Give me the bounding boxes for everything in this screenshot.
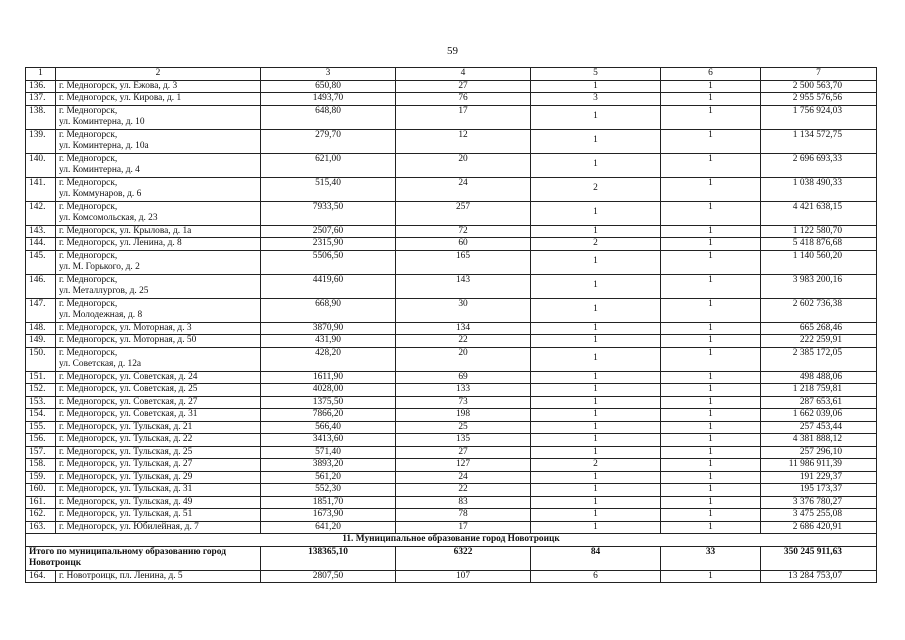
address-line: г. Медногорск, <box>59 153 118 164</box>
col5-cell: 2 <box>531 459 661 472</box>
address-line: г. Медногорск, <box>59 105 118 116</box>
address-line: г. Медногорск, ул. Тульская, д. 49 <box>59 496 193 507</box>
address-line: ул. Коминтерна, д. 4 <box>59 165 140 175</box>
col5-cell: 1 <box>531 129 661 153</box>
cost-cell: 1 038 490,33 <box>761 177 877 201</box>
table-row <box>26 434 877 447</box>
col6-cell: 1 <box>661 484 761 497</box>
table-row <box>26 335 877 348</box>
col5-cell: 2 <box>531 177 661 201</box>
row-number: 163. <box>26 521 56 534</box>
address-line: г. Медногорск, ул. Тульская, д. 51 <box>59 509 193 519</box>
area-cell: 7933,50 <box>261 201 396 225</box>
cost-cell: 13 284 753,07 <box>761 570 877 583</box>
address-line: г. Медногорск, <box>59 177 118 188</box>
row-number: 140. <box>26 153 56 177</box>
cost-cell: 11 986 911,39 <box>761 459 877 472</box>
area-cell: 552,30 <box>261 484 396 497</box>
address-line: г. Медногорск, ул. Юбилейная, д. 7 <box>59 521 199 532</box>
table-row <box>26 298 877 322</box>
row-number: 158. <box>26 459 56 472</box>
area-cell: 1611,90 <box>261 371 396 384</box>
col6-cell: 1 <box>661 496 761 509</box>
address-cell <box>56 201 261 225</box>
table-row <box>26 521 877 534</box>
col5-cell: 1 <box>531 484 661 497</box>
row-number: 153. <box>26 396 56 409</box>
col5-cell: 6 <box>531 570 661 583</box>
count-cell: 60 <box>396 238 531 251</box>
count-cell: 27 <box>396 446 531 459</box>
address-cell <box>56 347 261 371</box>
cost-cell: 287 653,61 <box>761 396 877 409</box>
col5-cell: 1 <box>531 384 661 397</box>
row-number: 139. <box>26 129 56 153</box>
count-cell: 107 <box>396 570 531 583</box>
header-cell: 7 <box>761 68 877 81</box>
address-line: г. Медногорск, ул. Кирова, д. 1 <box>59 93 182 103</box>
address-line: г. Медногорск, ул. Ежова, д. 3 <box>59 80 178 91</box>
address-cell <box>56 371 261 384</box>
address-cell <box>56 153 261 177</box>
row-number: 147. <box>26 298 56 322</box>
row-number: 148. <box>26 322 56 335</box>
row-number: 156. <box>26 434 56 447</box>
area-cell: 4419,60 <box>261 274 396 298</box>
table-row <box>26 471 877 484</box>
address-cell <box>56 238 261 251</box>
col5-cell: 2 <box>531 238 661 251</box>
table-row <box>26 105 877 129</box>
col5-cell: 1 <box>531 298 661 322</box>
address-cell <box>56 93 261 106</box>
row-number: 138. <box>26 105 56 129</box>
address-cell <box>56 322 261 335</box>
address-cell <box>56 335 261 348</box>
address-cell <box>56 129 261 153</box>
col5-cell: 1 <box>531 153 661 177</box>
area-cell: 1375,50 <box>261 396 396 409</box>
count-cell: 69 <box>396 371 531 384</box>
cost-cell: 1 218 759,81 <box>761 384 877 397</box>
col6-cell: 1 <box>661 129 761 153</box>
row-number: 157. <box>26 446 56 459</box>
address-line: г. Медногорск, <box>59 298 118 309</box>
total-col5: 84 <box>531 546 661 570</box>
col6-cell: 1 <box>661 446 761 459</box>
address-line: ул. М. Горького, д. 2 <box>59 262 140 272</box>
area-cell: 3413,60 <box>261 434 396 447</box>
col6-cell: 1 <box>661 396 761 409</box>
col5-cell: 1 <box>531 105 661 129</box>
col6-cell: 1 <box>661 371 761 384</box>
count-cell: 78 <box>396 509 531 522</box>
area-cell: 571,40 <box>261 446 396 459</box>
address-line: г. Медногорск, ул. Советская, д. 27 <box>59 396 198 407</box>
address-cell <box>56 471 261 484</box>
header-cell: 2 <box>56 68 261 81</box>
col5-cell: 1 <box>531 521 661 534</box>
cost-cell: 2 696 693,33 <box>761 153 877 177</box>
address-line: г. Медногорск, ул. Тульская, д. 22 <box>59 434 193 444</box>
area-cell: 668,90 <box>261 298 396 322</box>
area-cell: 1493,70 <box>261 93 396 106</box>
col5-cell: 1 <box>531 335 661 348</box>
table-row <box>26 250 877 274</box>
registry-table <box>25 67 877 583</box>
cost-cell: 3 475 255,08 <box>761 509 877 522</box>
col6-cell: 1 <box>661 471 761 484</box>
count-cell: 25 <box>396 421 531 434</box>
col5-cell: 1 <box>531 347 661 371</box>
area-cell: 641,20 <box>261 521 396 534</box>
header-cell: 5 <box>531 68 661 81</box>
section-row <box>26 534 877 547</box>
area-cell: 650,80 <box>261 80 396 93</box>
table-row <box>26 177 877 201</box>
area-cell: 428,20 <box>261 347 396 371</box>
col5-cell: 1 <box>531 274 661 298</box>
address-line: г. Медногорск, ул. Тульская, д. 25 <box>59 446 193 457</box>
address-line: г. Медногорск, ул. Советская, д. 31 <box>59 409 198 419</box>
count-cell: 83 <box>396 496 531 509</box>
count-cell: 22 <box>396 335 531 348</box>
cost-cell: 1 140 560,20 <box>761 250 877 274</box>
cost-cell: 1 662 039,06 <box>761 409 877 422</box>
cost-cell: 191 229,37 <box>761 471 877 484</box>
count-cell: 143 <box>396 274 531 298</box>
col6-cell: 1 <box>661 80 761 93</box>
total-count: 6322 <box>396 546 531 570</box>
table-row <box>26 347 877 371</box>
count-cell: 17 <box>396 105 531 129</box>
table-row <box>26 570 877 583</box>
col6-cell: 1 <box>661 335 761 348</box>
row-number: 144. <box>26 238 56 251</box>
row-number: 151. <box>26 371 56 384</box>
area-cell: 561,20 <box>261 471 396 484</box>
col6-cell: 1 <box>661 459 761 472</box>
col6-cell: 1 <box>661 225 761 238</box>
cost-cell: 4 421 638,15 <box>761 201 877 225</box>
cost-cell: 257 453,44 <box>761 421 877 434</box>
col6-cell: 1 <box>661 322 761 335</box>
cost-cell: 4 381 888,12 <box>761 434 877 447</box>
col6-cell: 1 <box>661 434 761 447</box>
total-row <box>26 546 877 570</box>
area-cell: 5506,50 <box>261 250 396 274</box>
total-label: Итого по муниципальному образованию город Новотроицк <box>26 546 261 570</box>
col5-cell: 3 <box>531 93 661 106</box>
row-number: 141. <box>26 177 56 201</box>
row-number: 136. <box>26 80 56 93</box>
col6-cell: 1 <box>661 238 761 251</box>
address-line: г. Медногорск, <box>59 129 118 140</box>
address-cell <box>56 434 261 447</box>
area-cell: 2807,50 <box>261 570 396 583</box>
table-row <box>26 238 877 251</box>
table-row <box>26 129 877 153</box>
address-line: г. Медногорск, ул. Моторная, д. 50 <box>59 335 197 345</box>
area-cell: 3893,20 <box>261 459 396 472</box>
row-number: 149. <box>26 335 56 348</box>
address-cell <box>56 225 261 238</box>
address-cell <box>56 496 261 509</box>
address-line: ул. Советская, д. 12а <box>59 359 142 369</box>
table-row <box>26 384 877 397</box>
address-cell <box>56 509 261 522</box>
table-header-row <box>26 68 877 81</box>
col6-cell: 1 <box>661 153 761 177</box>
area-cell: 621,00 <box>261 153 396 177</box>
address-cell <box>56 446 261 459</box>
col6-cell: 1 <box>661 409 761 422</box>
count-cell: 72 <box>396 225 531 238</box>
col5-cell: 1 <box>531 446 661 459</box>
table-row <box>26 201 877 225</box>
address-cell <box>56 80 261 93</box>
area-cell: 4028,00 <box>261 384 396 397</box>
row-number: 155. <box>26 421 56 434</box>
cost-cell: 498 488,06 <box>761 371 877 384</box>
cost-cell: 1 122 580,70 <box>761 225 877 238</box>
address-cell <box>56 298 261 322</box>
row-number: 162. <box>26 509 56 522</box>
cost-cell: 222 259,91 <box>761 335 877 348</box>
total-area: 138365,10 <box>261 546 396 570</box>
count-cell: 17 <box>396 521 531 534</box>
count-cell: 76 <box>396 93 531 106</box>
address-line: ул. Коминтерна, д. 10а <box>59 141 149 151</box>
address-line: г. Медногорск, <box>59 347 118 358</box>
table-row <box>26 484 877 497</box>
cost-cell: 2 385 172,05 <box>761 347 877 371</box>
col5-cell: 1 <box>531 80 661 93</box>
col5-cell: 1 <box>531 434 661 447</box>
cost-cell: 257 296,10 <box>761 446 877 459</box>
address-line: г. Новотроицк, пл. Ленина, д. 5 <box>59 570 183 581</box>
header-cell: 4 <box>396 68 531 81</box>
address-line: ул. Молодежная, д. 8 <box>59 310 143 320</box>
row-number: 160. <box>26 484 56 497</box>
address-line: г. Медногорск, ул. Крылова, д. 1а <box>59 225 192 236</box>
address-line: г. Медногорск, ул. Ленина, д. 8 <box>59 238 182 248</box>
address-line: г. Медногорск, ул. Советская, д. 24 <box>59 371 198 382</box>
cost-cell: 3 983 200,16 <box>761 274 877 298</box>
count-cell: 22 <box>396 484 531 497</box>
address-cell <box>56 384 261 397</box>
col5-cell: 1 <box>531 421 661 434</box>
row-number: 164. <box>26 570 56 583</box>
table-row <box>26 371 877 384</box>
col5-cell: 1 <box>531 471 661 484</box>
count-cell: 27 <box>396 80 531 93</box>
section-title: 11. Муниципальное образование город Новотроицк <box>26 534 877 547</box>
table-row <box>26 496 877 509</box>
table-row <box>26 153 877 177</box>
area-cell: 2507,60 <box>261 225 396 238</box>
table-row <box>26 421 877 434</box>
address-line: ул. Коммунаров, д. 6 <box>59 189 142 199</box>
address-line: ул. Комсомольская, д. 23 <box>59 213 158 223</box>
total-col6: 33 <box>661 546 761 570</box>
col5-cell: 1 <box>531 509 661 522</box>
col6-cell: 1 <box>661 509 761 522</box>
row-number: 161. <box>26 496 56 509</box>
table-row <box>26 446 877 459</box>
address-cell <box>56 484 261 497</box>
address-cell <box>56 177 261 201</box>
count-cell: 127 <box>396 459 531 472</box>
header-cell: 1 <box>26 68 56 81</box>
cost-cell: 3 376 780,27 <box>761 496 877 509</box>
col5-cell: 1 <box>531 201 661 225</box>
col6-cell: 1 <box>661 177 761 201</box>
col5-cell: 1 <box>531 396 661 409</box>
count-cell: 20 <box>396 153 531 177</box>
address-line: г. Медногорск, ул. Тульская, д. 29 <box>59 471 193 482</box>
col6-cell: 1 <box>661 274 761 298</box>
address-line: г. Медногорск, ул. Тульская, д. 27 <box>59 459 193 469</box>
table-row <box>26 459 877 472</box>
row-number: 152. <box>26 384 56 397</box>
area-cell: 1673,90 <box>261 509 396 522</box>
area-cell: 7866,20 <box>261 409 396 422</box>
address-line: г. Медногорск, <box>59 274 118 285</box>
col5-cell: 1 <box>531 371 661 384</box>
col6-cell: 1 <box>661 201 761 225</box>
row-number: 137. <box>26 93 56 106</box>
cost-cell: 1 756 924,03 <box>761 105 877 129</box>
page-number: 59 <box>447 45 458 57</box>
count-cell: 73 <box>396 396 531 409</box>
cost-cell: 665 268,46 <box>761 322 877 335</box>
cost-cell: 1 134 572,75 <box>761 129 877 153</box>
address-line: г. Медногорск, ул. Тульская, д. 21 <box>59 421 193 432</box>
cost-cell: 2 602 736,38 <box>761 298 877 322</box>
address-cell <box>56 274 261 298</box>
table-row <box>26 225 877 238</box>
table-row <box>26 396 877 409</box>
col6-cell: 1 <box>661 250 761 274</box>
row-number: 142. <box>26 201 56 225</box>
cost-cell: 2 955 576,56 <box>761 93 877 106</box>
col6-cell: 1 <box>661 384 761 397</box>
address-line: г. Медногорск, <box>59 250 118 261</box>
row-number: 145. <box>26 250 56 274</box>
table-row <box>26 409 877 422</box>
address-cell <box>56 459 261 472</box>
col6-cell: 1 <box>661 570 761 583</box>
table-row <box>26 322 877 335</box>
col6-cell: 1 <box>661 298 761 322</box>
row-number: 159. <box>26 471 56 484</box>
col5-cell: 1 <box>531 322 661 335</box>
table-row <box>26 93 877 106</box>
row-number: 143. <box>26 225 56 238</box>
col5-cell: 1 <box>531 496 661 509</box>
col6-cell: 1 <box>661 105 761 129</box>
row-number: 150. <box>26 347 56 371</box>
count-cell: 165 <box>396 250 531 274</box>
table-row <box>26 80 877 93</box>
area-cell: 3870,90 <box>261 322 396 335</box>
cost-cell: 2 500 563,70 <box>761 80 877 93</box>
col6-cell: 1 <box>661 521 761 534</box>
count-cell: 133 <box>396 384 531 397</box>
count-cell: 20 <box>396 347 531 371</box>
area-cell: 648,80 <box>261 105 396 129</box>
count-cell: 24 <box>396 471 531 484</box>
address-line: ул. Коминтерна, д. 10 <box>59 117 145 127</box>
header-cell: 6 <box>661 68 761 81</box>
cost-cell: 2 686 420,91 <box>761 521 877 534</box>
col5-cell: 1 <box>531 225 661 238</box>
count-cell: 30 <box>396 298 531 322</box>
col5-cell: 1 <box>531 409 661 422</box>
col6-cell: 1 <box>661 93 761 106</box>
total-cost: 350 245 911,63 <box>761 546 877 570</box>
cost-cell: 195 173,37 <box>761 484 877 497</box>
count-cell: 198 <box>396 409 531 422</box>
area-cell: 1851,70 <box>261 496 396 509</box>
area-cell: 566,40 <box>261 421 396 434</box>
header-cell: 3 <box>261 68 396 81</box>
address-line: г. Медногорск, <box>59 201 118 212</box>
area-cell: 279,70 <box>261 129 396 153</box>
address-line: г. Медногорск, ул. Тульская, д. 31 <box>59 484 193 494</box>
count-cell: 134 <box>396 322 531 335</box>
address-cell <box>56 421 261 434</box>
count-cell: 257 <box>396 201 531 225</box>
table-row <box>26 509 877 522</box>
address-cell <box>56 250 261 274</box>
area-cell: 2315,90 <box>261 238 396 251</box>
address-cell <box>56 396 261 409</box>
row-number: 146. <box>26 274 56 298</box>
cost-cell: 5 418 876,68 <box>761 238 877 251</box>
row-number: 154. <box>26 409 56 422</box>
col5-cell: 1 <box>531 250 661 274</box>
address-cell <box>56 521 261 534</box>
col6-cell: 1 <box>661 347 761 371</box>
address-line: ул. Металлургов, д. 25 <box>59 286 149 296</box>
address-line: г. Медногорск, ул. Моторная, д. 3 <box>59 322 192 333</box>
address-cell <box>56 409 261 422</box>
area-cell: 515,40 <box>261 177 396 201</box>
address-cell <box>56 570 261 583</box>
area-cell: 431,90 <box>261 335 396 348</box>
count-cell: 12 <box>396 129 531 153</box>
count-cell: 24 <box>396 177 531 201</box>
table-row <box>26 274 877 298</box>
col6-cell: 1 <box>661 421 761 434</box>
address-cell <box>56 105 261 129</box>
address-line: г. Медногорск, ул. Советская, д. 25 <box>59 384 198 394</box>
count-cell: 135 <box>396 434 531 447</box>
